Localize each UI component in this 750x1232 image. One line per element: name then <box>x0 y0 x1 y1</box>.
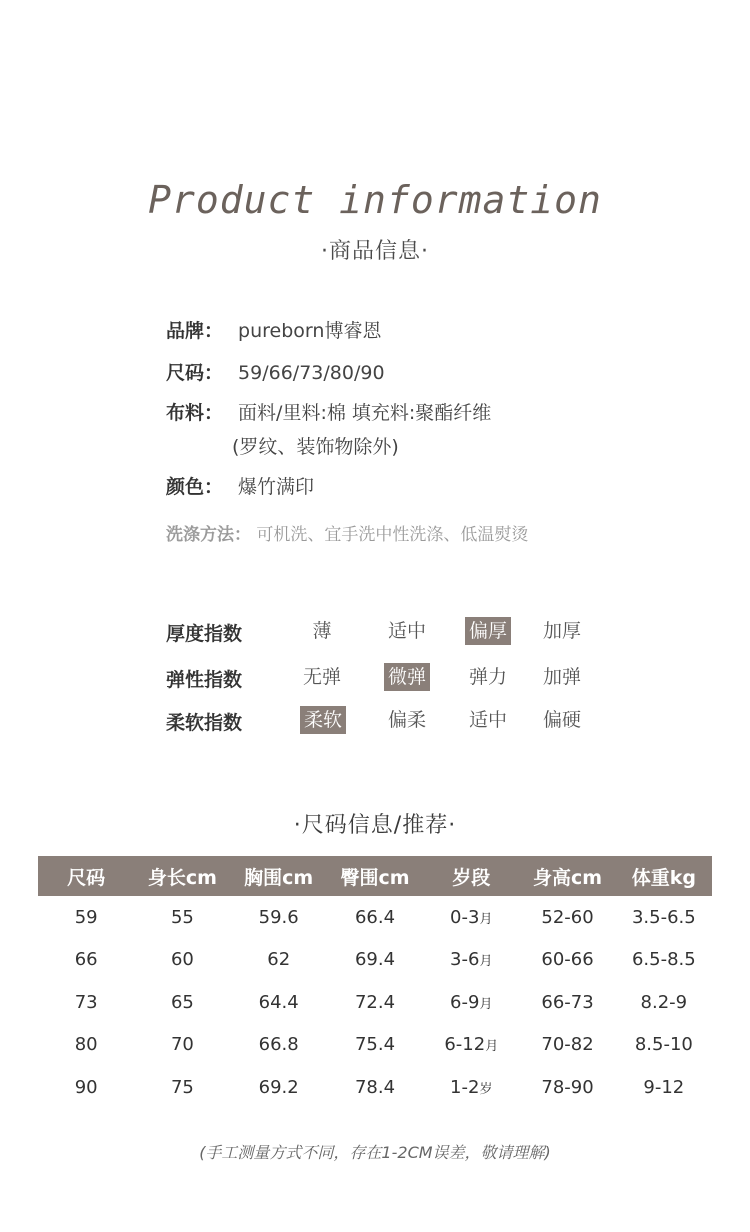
header-age: 岁段 <box>423 856 519 896</box>
header-hip: 臀围cm <box>327 856 423 896</box>
cell-height: 52-60 <box>541 906 594 928</box>
softness-index-label: 柔软指数 <box>166 712 243 734</box>
cell-size: 73 <box>74 991 98 1013</box>
brand-label: 品牌： <box>166 320 224 342</box>
size-value: 59/66/73/80/90 <box>238 362 385 384</box>
cell-height: 60-66 <box>541 949 594 971</box>
cell-height: 66-73 <box>541 991 594 1013</box>
cell-length: 60 <box>170 949 194 971</box>
cell-age: 1-2岁 <box>450 1076 493 1098</box>
cell-weight: 9-12 <box>643 1076 685 1098</box>
cell-hip: 66.4 <box>354 906 396 928</box>
page-title-english: Product information <box>148 178 602 222</box>
cell-weight: 8.2-9 <box>640 991 688 1013</box>
softness-option: 适中 <box>468 709 507 731</box>
elasticity-option: 弹力 <box>468 666 507 688</box>
size-table-header <box>38 856 712 896</box>
cell-size: 80 <box>74 1034 98 1056</box>
cell-age: 6-12月 <box>444 1034 499 1056</box>
thickness-option: 薄 <box>312 620 332 642</box>
brand-value: pureborn博睿恩 <box>238 320 382 342</box>
wash-label: 洗涤方法： <box>166 525 251 545</box>
wash-value: 可机洗、宜手洗中性洗涤、低温熨烫 <box>256 525 529 545</box>
cell-chest: 66.8 <box>258 1034 299 1056</box>
table-row <box>38 981 712 1024</box>
color-label: 颜色： <box>166 476 224 498</box>
cell-chest: 59.6 <box>258 906 299 928</box>
header-chest: 胸围cm <box>231 856 327 896</box>
thickness-option-selected: 偏厚 <box>465 617 511 645</box>
cell-height: 78-90 <box>541 1076 594 1098</box>
thickness-option: 适中 <box>387 620 426 642</box>
cell-size: 66 <box>74 949 98 971</box>
cell-weight: 3.5-6.5 <box>631 906 696 928</box>
fabric-value-note: (罗纹、装饰物除外) <box>232 436 399 458</box>
cell-size: 59 <box>74 906 98 928</box>
elasticity-option: 无弹 <box>302 666 341 688</box>
page-title-chinese: ·商品信息· <box>321 239 429 264</box>
elasticity-option: 加弹 <box>542 666 581 688</box>
info-fabric-row <box>166 398 491 425</box>
size-label: 尺码： <box>166 362 224 384</box>
cell-weight: 8.5-10 <box>634 1034 693 1056</box>
cell-hip: 72.4 <box>354 991 396 1013</box>
table-row <box>38 1024 712 1067</box>
color-value: 爆竹满印 <box>238 476 315 498</box>
cell-hip: 75.4 <box>354 1034 396 1056</box>
cell-length: 75 <box>170 1076 194 1098</box>
cell-age: 3-6月 <box>450 949 493 971</box>
info-size-row <box>166 358 385 385</box>
fabric-label: 布料： <box>166 402 224 424</box>
cell-chest: 62 <box>267 949 291 971</box>
info-brand-row <box>166 316 381 343</box>
elasticity-option-selected: 微弹 <box>384 663 430 691</box>
softness-option: 偏硬 <box>542 709 581 731</box>
wash-row <box>166 520 528 545</box>
size-section-title: ·尺码信息/推荐· <box>293 813 457 838</box>
table-row <box>38 1066 712 1109</box>
softness-option: 偏柔 <box>387 709 426 731</box>
cell-weight: 6.5-8.5 <box>631 949 696 971</box>
measurement-note: (手工测量方式不同，存在1-2CM误差，敬请理解) <box>199 1143 551 1162</box>
header-length: 身长cm <box>134 856 230 896</box>
cell-height: 70-82 <box>541 1034 594 1056</box>
header-size: 尺码 <box>38 856 134 896</box>
cell-chest: 69.2 <box>258 1076 299 1098</box>
cell-chest: 64.4 <box>258 991 299 1013</box>
cell-length: 70 <box>170 1034 194 1056</box>
cell-hip: 78.4 <box>354 1076 396 1098</box>
cell-length: 55 <box>170 906 194 928</box>
header-weight: 体重kg <box>616 856 712 896</box>
size-table <box>38 856 712 1109</box>
thickness-index-label: 厚度指数 <box>166 623 243 645</box>
table-row <box>38 939 712 982</box>
table-row <box>38 896 712 939</box>
header-height: 身高cm <box>519 856 615 896</box>
cell-hip: 69.4 <box>354 949 396 971</box>
cell-age: 0-3月 <box>450 906 493 928</box>
cell-age: 6-9月 <box>450 991 493 1013</box>
thickness-option: 加厚 <box>542 620 581 642</box>
softness-option-selected: 柔软 <box>300 706 346 734</box>
info-color-row <box>166 472 314 499</box>
fabric-value: 面料/里料:棉 填充料:聚酯纤维 <box>238 402 492 424</box>
cell-size: 90 <box>74 1076 98 1098</box>
elasticity-index-label: 弹性指数 <box>166 669 243 691</box>
cell-length: 65 <box>170 991 194 1013</box>
